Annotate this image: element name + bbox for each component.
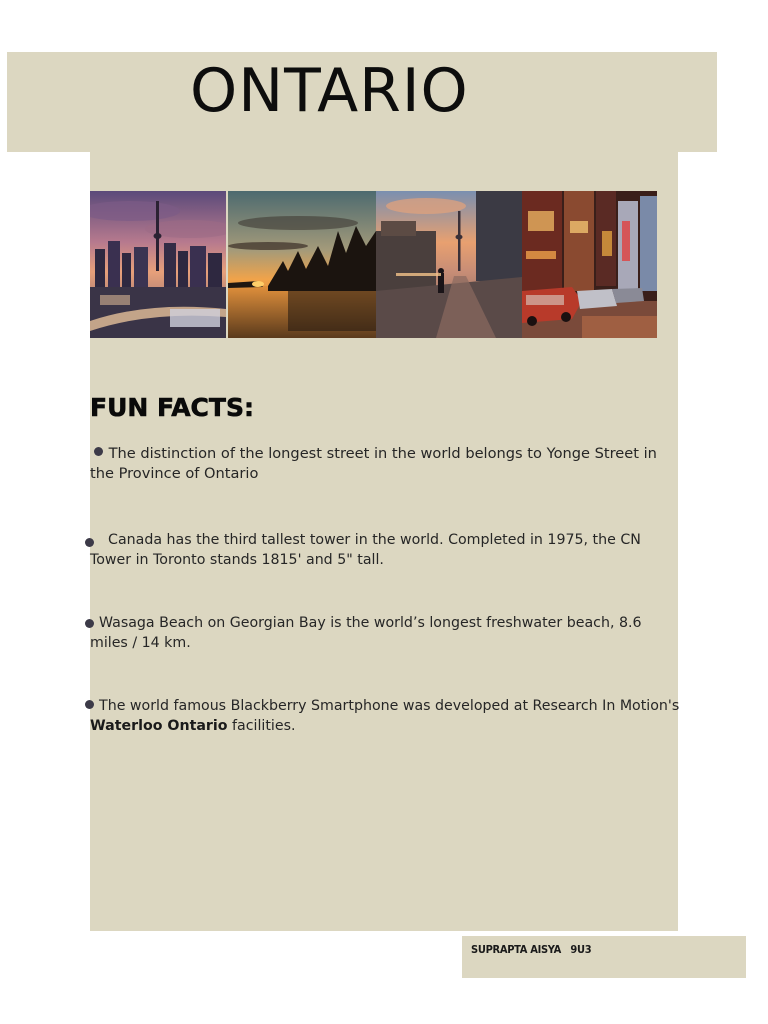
fact-wasaga-beach	[90, 613, 682, 653]
class-code: 9U3	[570, 943, 592, 956]
fact-text: Wasaga Beach on Georgian Bay is the world’s longest freshwater beach, 8.6 miles / 14 km.	[90, 615, 642, 651]
fact-text: The distinction of the longest street in the world belongs to Yonge Street in the Province of Ontario	[90, 445, 657, 482]
fun-facts-heading: FUN FACTS:	[90, 393, 254, 422]
footer-credit	[471, 942, 591, 958]
fact-yonge-street	[90, 444, 682, 484]
fact-text: facilities.	[227, 718, 296, 734]
fact-text: The world famous Blackberry Smartphone was developed at Research In Motion's	[99, 698, 680, 714]
page-title: ONTARIO	[190, 56, 469, 126]
photo-vintage-street	[522, 191, 657, 338]
author-name: SUPRAPTA AISYA	[471, 943, 561, 956]
fact-cn-tower	[90, 530, 682, 570]
photo-toronto-street	[376, 191, 522, 338]
fact-bold-text: Waterloo Ontario	[90, 718, 228, 734]
fact-text: Canada has the third tallest tower in the world. Completed in 1975, the CN Tower in Toronto stands 1815' and 5" tall.	[90, 532, 641, 568]
photo-toronto-skyline	[90, 191, 226, 338]
photo-lake-sunset	[228, 191, 376, 338]
photo-strip	[90, 191, 657, 338]
fact-blackberry	[90, 696, 682, 736]
